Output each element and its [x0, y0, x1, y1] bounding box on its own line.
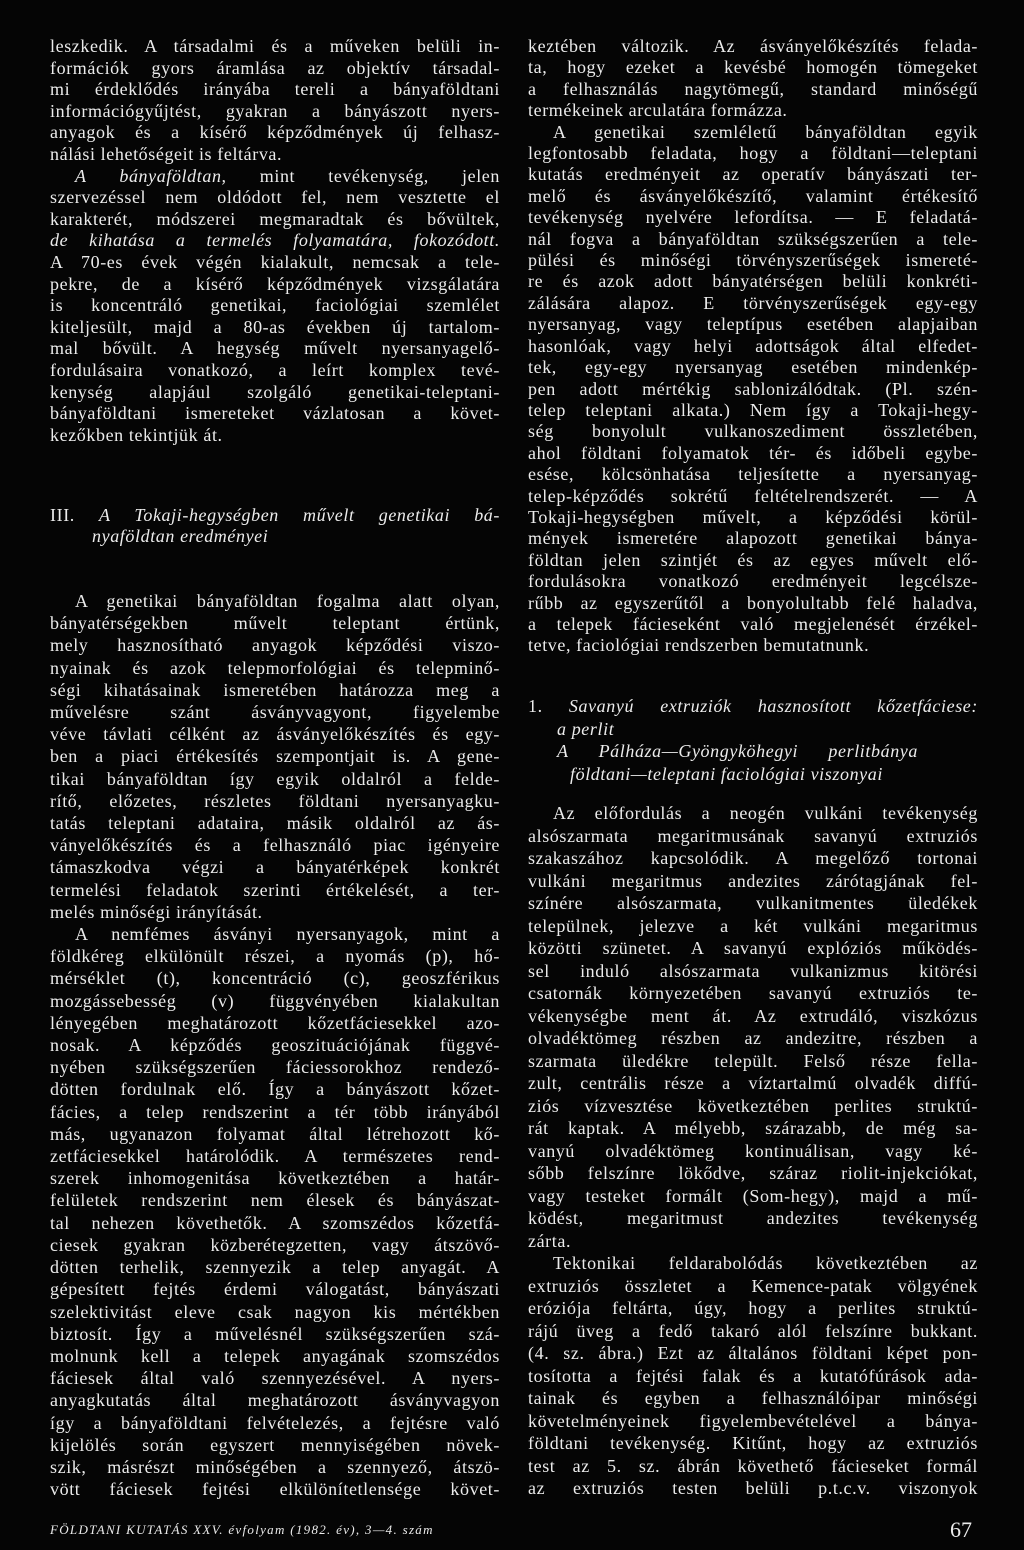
- text-line: tevékenység nyelvére lefordítsa. — E feladatá-: [528, 207, 978, 228]
- text-line: zetfáciesekkel határolódik. A természetes rend-: [50, 1146, 500, 1167]
- text-line: tikai bányaföldtan így egyik oldalról a felde-: [50, 768, 500, 789]
- text-line: ben a piaci értékesítés szempontjait is. A gene-: [50, 746, 500, 767]
- text-line: formációk gyors áramlása az objektív társadal-: [50, 57, 500, 78]
- text-line: vött fáciesek fejtési elkülönítetlensége követ-: [50, 1479, 500, 1500]
- text-line: de kihatása a termelés folyamatára, fokozódott.: [50, 230, 500, 251]
- text-line: információgyűjtést, gyakran a bányászott nyers-: [50, 100, 500, 121]
- text-line: tatás teleptani adataira, másik oldalról az ás-: [50, 813, 500, 834]
- text-line: mérséklet (t), koncentráció (c), geoszférikus: [50, 968, 500, 989]
- section-heading: [50, 505, 500, 547]
- text-line: Tektonikai feldarabolódás következtében az: [553, 1253, 978, 1273]
- text-line: re és azok adott bányatérségen belüli konkréti-: [528, 271, 978, 292]
- text-line: nyersanyag, vagy teleptípus esetében alapjaiban: [528, 314, 978, 335]
- text-line: melés minőségi irányítását.: [50, 901, 263, 922]
- text-line: szik, másrészt minőségében a szennyező, átszö-: [50, 1456, 500, 1477]
- text-line: vanyú olvadéktömeg kontinuálisan, vagy ké-: [528, 1140, 978, 1161]
- text-line: zárta.: [528, 1230, 572, 1251]
- text-line: olvadéktömeg részben az andezitre, részben a: [528, 1028, 978, 1048]
- text-segment: A bányaföldtan,: [75, 165, 227, 186]
- text-line: gépesített fejtés érdemi válogatást, bányászati: [50, 1279, 500, 1300]
- text-line: sel induló alsószarmata vulkanizmus kitörési: [528, 960, 978, 981]
- paragraph: [528, 122, 978, 657]
- text-line: is koncentráló genetikai, faciológiai szemlélet: [50, 295, 500, 316]
- text-line: nálási lehetőségeit is feltárva.: [50, 143, 283, 164]
- subsection-heading: [528, 695, 978, 785]
- text-line: alsószarmata megaritmusának savanyú extruziós: [528, 825, 978, 846]
- text-line: rítő, előzetes, részletes földtani nyersanyagku-: [50, 790, 500, 811]
- page-number: 67: [950, 1517, 972, 1542]
- subsection-subtitle: A Pálháza—Gyöngyköhegyi perlitbánya: [557, 741, 918, 761]
- text-line: mely hasznosítható anyagok képződési viszo-: [50, 635, 500, 656]
- text-line: nosak. A képződés geoszituációjának függvé-: [50, 1035, 500, 1056]
- text-line: sőbb felszínre lökődve, száraz riolit-injekciókat,: [528, 1163, 978, 1183]
- text-line: szervezéssel nem oldódott fel, nem vesztette el: [50, 187, 500, 208]
- text-line: tal nehezen követhetők. A szomszédos kőzetfá-: [50, 1212, 500, 1233]
- text-line: Tokaji-hegységben művelt, a képződési körül-: [528, 506, 978, 527]
- text-line: kezőkben tekintjük át.: [50, 424, 223, 445]
- text-line: A nemfémes ásványi nyersanyagok, mint a: [75, 924, 500, 945]
- text-line: véve távlati célként az ásványelőkészítés és egy-: [50, 724, 500, 745]
- text-line: kijelölés során egyszert mennyiségében növek-: [50, 1434, 500, 1455]
- text-line: zult, centrális része a víztartalmú olvadék diffú-: [528, 1073, 978, 1093]
- subsection-number: 1.: [528, 696, 543, 716]
- paragraph: [50, 36, 500, 166]
- left-column: [50, 0, 500, 1550]
- text-line: fáciesek által való szennyezésével. A nyers-: [50, 1368, 500, 1389]
- text-line: csatornák környezetében savanyú extruziós te-: [528, 983, 978, 1003]
- text-line: fácies, a telep rendszerint a tér több irányából: [50, 1101, 500, 1122]
- journal-citation: FÖLDTANI KUTATÁS XXV. évfolyam (1982. év), 3—4. szám: [50, 1522, 434, 1537]
- text-line: A genetikai bányaföldtan fogalma alatt olyan,: [75, 591, 500, 611]
- text-line: vékenységbe ment át. Az extrudáló, viszkózus: [528, 1005, 978, 1026]
- subsection-heading-line: [528, 695, 978, 718]
- text-line: települnek, jelezve a két vulkáni megaritmus: [528, 915, 978, 936]
- right-section-text: [528, 802, 978, 1500]
- text-line: így a bányaföldtani felvételezés, a fejtésre való: [50, 1412, 500, 1433]
- text-line: szerek inhomogenitása következtében a határ-: [50, 1168, 500, 1189]
- text-line: az extruziós testen belüli p.t.c.v. viszonyok: [528, 1478, 978, 1498]
- text-line: (4. sz. ábra.) Ezt az általános földtani képet pon-: [528, 1343, 978, 1363]
- text-line: követelményeinek figyelembevételével a bánya-: [528, 1410, 978, 1431]
- text-line: szakaszához kapcsolódik. A megelőző tortonai: [528, 848, 978, 868]
- section-number: III.: [50, 505, 75, 525]
- text-line: A 70-es évek végén kialakult, nemcsak a tele-: [50, 251, 500, 272]
- subsection-subtitle: földtani—teleptani faciológiai viszonyai: [570, 763, 883, 784]
- text-line: nyainak és azok telepmorfológiai és telepminő-: [50, 657, 500, 678]
- text-line: nál fogva a bányaföldtan szükségszerűen a tele-: [528, 228, 978, 249]
- text-line: tosította a fejtési falak és a kutatófúrások ada-: [528, 1365, 978, 1386]
- text-line: művelésre szánt ásványvagyont, figyelembe: [50, 702, 500, 723]
- text-line: ség bonyolult vulkanoszediment összletében,: [528, 421, 978, 442]
- text-line: lényegében meghatározott kőzetfáciesekkel azo-: [50, 1012, 500, 1033]
- text-line: kutatás eredményeit az operatív bányászati ter-: [528, 164, 978, 185]
- text-line: mal bővült. A hegység művelt nyersanyagelő-: [50, 338, 500, 359]
- paragraph: [50, 166, 500, 447]
- text-line: ziós vízvesztése következtében perlites struktú-: [528, 1095, 978, 1116]
- text-line: földtani tevékenység. Kitűnt, hogy az extruziós: [528, 1433, 978, 1453]
- text-line: bányaföldtani ismereteket vázlatosan a követ-: [50, 403, 500, 424]
- text-line: anyagok és a kísérő képződmények új felhasz-: [50, 122, 500, 143]
- text-line: kenység alapjául szolgáló genetikai-teleptani-: [50, 381, 500, 402]
- text-line: dötten fordulnak elő. Így a bányászott kőzet-: [50, 1079, 500, 1100]
- text-line: anyagkutatás által meghatározott ásványvagyon: [50, 1390, 500, 1411]
- text-line: biztosít. Így a művelésnél szükségszerűen szá-: [50, 1323, 500, 1344]
- text-line: test az 5. sz. ábrán követhető fácieseket formál: [528, 1455, 978, 1476]
- paragraph: [528, 36, 978, 122]
- text-line: szelektivitást eleve csak nagyon kis mértékben: [50, 1301, 500, 1322]
- subsection-title-part: Savanyú extruziók hasznosított kőzetfáciese:: [568, 696, 978, 716]
- text-line: keztében változik. Az ásványelőkészítés felada-: [528, 36, 978, 56]
- text-line: mények ismeretére alapozott genetikai bánya-: [528, 528, 978, 549]
- text-line: esése, kölcsönhatása teljesítette a nyersanyag-: [528, 464, 978, 485]
- text-line: pen adott mértékig sablonizálódtak. (Pl. szén-: [528, 378, 978, 399]
- text-line: fordulásokra vonatkozó eredményeit legcélsze-: [528, 571, 978, 592]
- text-line: rűbb az egyszerűtől a bonyolultabb felé haladva,: [528, 592, 978, 613]
- text-line: [50, 166, 500, 188]
- text-line: ségi kihatásainak ismeretében határozza meg a: [50, 679, 500, 700]
- text-line: karakterét, módszerei megmaradtak és bővültek,: [50, 208, 500, 229]
- paragraph: [50, 923, 500, 1500]
- section-heading-line: [50, 505, 500, 526]
- paragraph: [528, 1252, 978, 1500]
- text-line: tetve, faciológiai rendszerben bemutatnunk.: [528, 635, 870, 656]
- text-line: nyében szükségszerűen fáciessorokhoz rendező-: [50, 1057, 500, 1078]
- text-line: mozgássebesség (v) függvényében kialakultan: [50, 990, 500, 1011]
- text-line: hasonlóak, vagy helyi adottságok által elfedet-: [528, 335, 978, 356]
- text-line: a felhasználás nagytömegű, standard minőségű: [528, 78, 978, 99]
- left-intro-text: [50, 36, 500, 446]
- text-line: más, ugyanazon folyamat által létrehozott kő-: [50, 1123, 500, 1144]
- text-line: a telepek fácieseként való megjelenését érzékel-: [528, 613, 978, 634]
- subsection-title-part: a perlit: [557, 718, 615, 739]
- text-line: rájú üveg a fedő takaró alól felszínre bukkant.: [528, 1320, 978, 1341]
- text-line: eróziója feltárta, úgy, hogy a perlites struktú-: [528, 1298, 978, 1318]
- paragraph: [528, 802, 978, 1252]
- text-line: dötten terhelik, szennyezik a telep anyagát. A: [50, 1257, 500, 1278]
- text-line: ködést, megaritmust andezites tevékenység: [528, 1208, 978, 1228]
- text-line: zálására alapoz. E törvényszerűségek egy-egy: [528, 292, 978, 313]
- text-line: tainak és egyben a felhasználóipar minőségi: [528, 1388, 978, 1408]
- text-line: melő és ásványelőkészítő, valamint értékesítő: [528, 185, 978, 206]
- text-line: ahol földtani folyamatok tér- és időbeli egybe-: [528, 442, 978, 463]
- text-line: rát kaptak. A mélyebb, szárazabb, de még sa-: [528, 1118, 978, 1138]
- text-line: telep teleptani alkata.) Nem így a Tokaji-hegy-: [528, 399, 978, 420]
- text-line: vagy testeket formált (Som-hegy), majd a mű-: [528, 1185, 978, 1206]
- text-line: legfontosabb feladata, hogy a földtani—teleptani: [528, 143, 978, 164]
- right-column: [528, 0, 978, 1550]
- text-line: felületek rendszerint nem élesek és bányászat-: [50, 1190, 500, 1211]
- text-line: termelési feladatok szerinti értékelését, a ter-: [50, 879, 500, 900]
- text-line: fordulásaira vonatkozó, a leírt komplex tevé-: [50, 359, 500, 380]
- paragraph: [50, 590, 500, 923]
- text-line: mi érdeklődés irányába tereli a bányaföldtani: [50, 79, 500, 100]
- text-line: termékeinek arculatára formázza.: [528, 100, 788, 121]
- text-line: vulkáni megaritmus andezites zárótagjának fel-: [528, 870, 978, 891]
- right-intro-text: [528, 36, 978, 657]
- text-line: színére alsószarmata, vulkanitmentes üledékek: [528, 893, 978, 913]
- text-line: telep-képződés sokrétű feltételrendszerét. — A: [528, 485, 978, 506]
- section-title-part: A Tokaji-hegységben művelt genetikai bá-: [99, 505, 500, 525]
- text-line: extruziós összletet a Kemence-patak völgyének: [528, 1275, 978, 1296]
- text-line: leszkedik. A társadalmi és a műveken belüli in-: [50, 36, 500, 56]
- text-line: szarmata üledékre települt. Felső része fella-: [528, 1050, 978, 1071]
- section-title-part: nyaföldtan eredményei: [92, 526, 269, 546]
- text-line: földkéreg elkülönült részei, a nyomás (p), hő-: [50, 946, 500, 967]
- text-line: tek, egy-egy nyersanyag esetében mindenkép-: [528, 357, 978, 378]
- text-line: földtan jelen szintjét és az egyes művelt elő-: [528, 549, 978, 570]
- text-line: közötti szünetet. A savanyú explóziós működés-: [528, 938, 978, 958]
- text-line: ványelőkészítés és a felhasználó piac igényeire: [50, 835, 500, 856]
- text-line: bányatérségekben művelt teleptant értünk,: [50, 613, 500, 634]
- text-line: A genetikai szemléletű bányaföldtan egyik: [553, 121, 978, 142]
- text-line: kiteljesült, majd a 80-as években új tartalom-: [50, 316, 500, 337]
- text-line: pülési és minőségi törvényszerűségek ismereté-: [528, 250, 978, 271]
- text-line: molnunk kell a telepek anyagának szomszédos: [50, 1345, 500, 1366]
- text-line: pekre, de a kísérő képződmények vizsgálatára: [50, 273, 500, 294]
- text-line: ta, hogy ezeket a kevésbé homogén tömegeket: [528, 57, 978, 78]
- text-line: támaszkodva végzi a bányatérképek konkrét: [50, 857, 500, 878]
- left-section-text: [50, 590, 500, 1500]
- text-line: Az előfordulás a neogén vulkáni tevékenység: [553, 803, 978, 823]
- text-line: ciesek gyakran közberétegzetten, vagy átszövő-: [50, 1234, 500, 1255]
- text-segment: mint tevékenység, jelen: [226, 165, 500, 186]
